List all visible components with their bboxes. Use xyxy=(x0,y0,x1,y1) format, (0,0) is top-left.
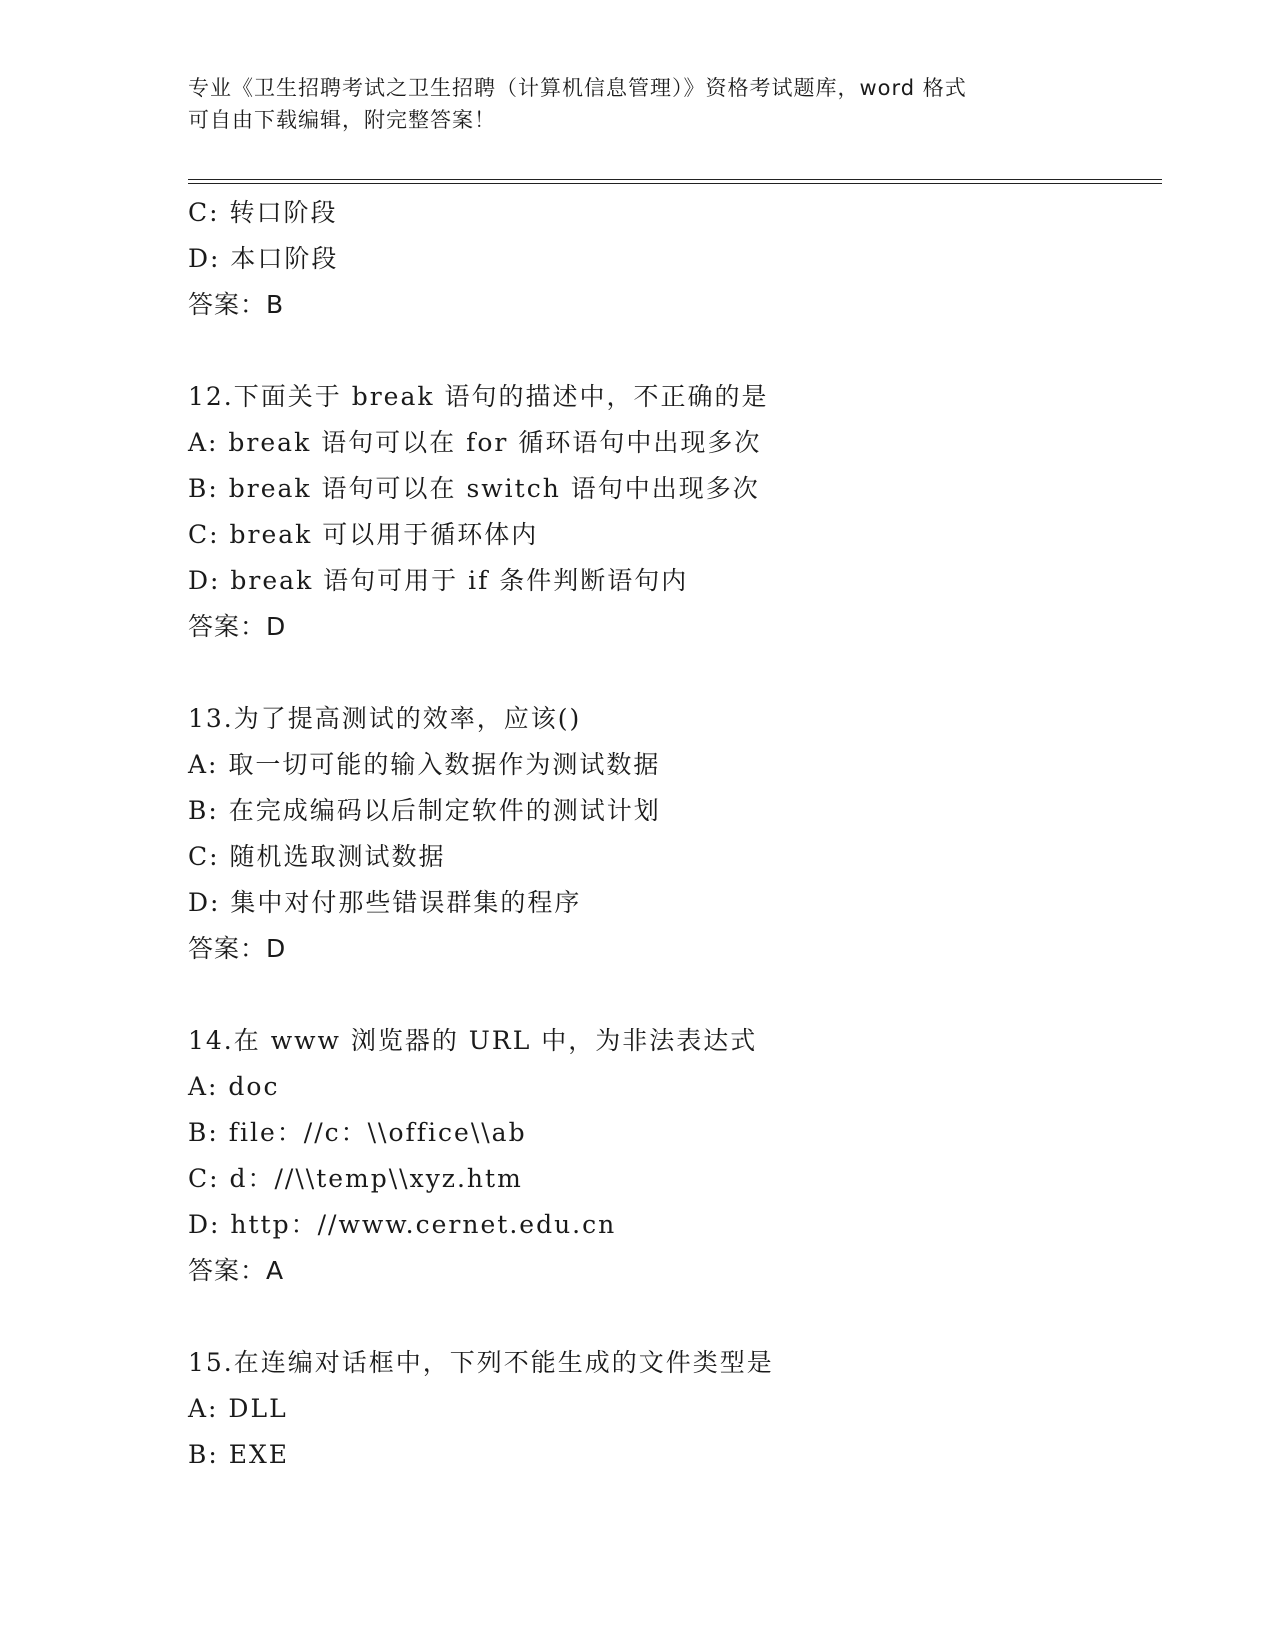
answer-option: C: break 可以用于循环体内 xyxy=(188,520,539,549)
answer-option: A: 取一切可能的输入数据作为测试数据 xyxy=(188,750,661,779)
answer-option: B: file：//c：\\office\\ab xyxy=(188,1118,527,1147)
blank-line xyxy=(188,972,1148,1018)
header-divider-bottom xyxy=(188,183,1162,184)
answer-key: 答案：D xyxy=(188,612,287,641)
question-text: 13.为了提高测试的效率，应该() xyxy=(188,704,582,733)
answer-option: C: d：//\\temp\\xyz.htm xyxy=(188,1164,523,1193)
answer-key: 答案：A xyxy=(188,1256,285,1285)
answer-option: D: 集中对付那些错误群集的程序 xyxy=(188,888,582,917)
answer-key: 答案：D xyxy=(188,934,287,963)
answer-option: A: doc xyxy=(188,1072,280,1101)
answer-option: D: 本口阶段 xyxy=(188,244,339,273)
question-list xyxy=(188,190,1148,1478)
question-text: 14.在 www 浏览器的 URL 中，为非法表达式 xyxy=(188,1026,758,1055)
header-line-2: 可自由下载编辑，附完整答案！ xyxy=(188,108,496,132)
answer-option: A: break 语句可以在 for 循环语句中出现多次 xyxy=(188,428,762,457)
answer-option: C: 转口阶段 xyxy=(188,198,338,227)
answer-option: B: EXE xyxy=(188,1440,290,1469)
question-text: 12.下面关于 break 语句的描述中，不正确的是 xyxy=(188,382,769,411)
answer-option: B: break 语句可以在 switch 语句中出现多次 xyxy=(188,474,760,503)
answer-option: B: 在完成编码以后制定软件的测试计划 xyxy=(188,796,661,825)
answer-option: D: http：//www.cernet.edu.cn xyxy=(188,1210,617,1239)
document-header xyxy=(188,72,1088,136)
header-line-1: 专业《卫生招聘考试之卫生招聘（计算机信息管理）》资格考试题库，word 格式 xyxy=(188,76,967,100)
answer-option: D: break 语句可用于 if 条件判断语句内 xyxy=(188,566,689,595)
answer-key: 答案：B xyxy=(188,290,285,319)
answer-option: A: DLL xyxy=(188,1394,288,1423)
blank-line xyxy=(188,650,1148,696)
answer-option: C: 随机选取测试数据 xyxy=(188,842,446,871)
blank-line xyxy=(188,328,1148,374)
header-divider-top xyxy=(188,179,1162,180)
question-text: 15.在连编对话框中，下列不能生成的文件类型是 xyxy=(188,1348,774,1377)
blank-line xyxy=(188,1294,1148,1340)
